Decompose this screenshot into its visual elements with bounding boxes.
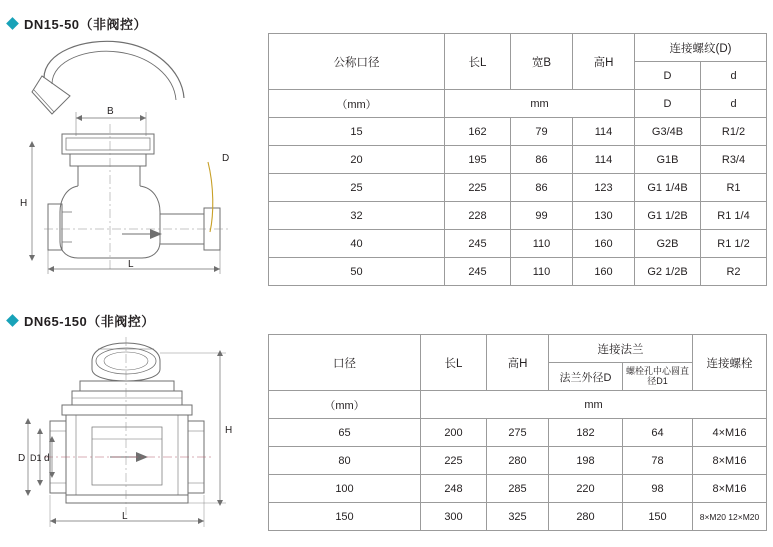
cell-width: 79 [511,118,573,146]
cell-length: 162 [445,118,511,146]
cell-nominal: 15 [269,118,445,146]
figure2-dim-D: D [18,453,26,464]
cell-height: 325 [487,503,549,531]
cell-nominal: 32 [269,202,445,230]
th-height: 高H [573,34,635,90]
td-unit-thread-d: d [701,90,767,118]
cell-length: 248 [421,475,487,503]
cell-height: 160 [573,230,635,258]
section-title-label: DN65-150（非阀控） [24,314,155,329]
cell-height: 123 [573,174,635,202]
table-row [269,419,767,447]
section-title-dn15-50 [8,14,147,33]
cell-bolt-circle: 98 [623,475,693,503]
cell-thread-D: G1B [635,146,701,174]
table-header-row [269,335,767,363]
table-unit-row [269,391,767,419]
cell-bolts: 8×M16 [693,447,767,475]
figure2-dim-D1: D1 [30,453,42,463]
diamond-bullet-icon [6,314,19,327]
table-row [269,475,767,503]
cell-flange-od: 182 [549,419,623,447]
cell-bolts: 8×M20 12×M20 [693,503,767,531]
cell-thread-d: R1/2 [701,118,767,146]
cell-thread-D: G2B [635,230,701,258]
cell-thread-d: R1 1/2 [701,230,767,258]
th-width: 宽B [511,34,573,90]
cell-bolt-circle: 150 [623,503,693,531]
th-bolts: 连接螺栓 [693,335,767,391]
table-row [269,146,767,174]
cell-bore: 150 [269,503,421,531]
cell-height: 114 [573,118,635,146]
td-unit-mm: mm [421,391,767,419]
cell-height: 114 [573,146,635,174]
th-bolt-circle: 螺栓孔中心圆直径D1 [623,363,693,391]
th-length: 长L [445,34,511,90]
th-bore: 口径 [269,335,421,391]
table-row [269,118,767,146]
cell-height: 275 [487,419,549,447]
cell-width: 86 [511,174,573,202]
th-thread-D: D [635,62,701,90]
th-nominal-bore: 公称口径 [269,34,445,90]
cell-thread-D: G3/4B [635,118,701,146]
cell-thread-D: G1 1/2B [635,202,701,230]
cell-width: 86 [511,146,573,174]
table-row [269,202,767,230]
th-thread-d: d [701,62,767,90]
cell-thread-D: G2 1/2B [635,258,701,286]
figure2-dim-d: d [44,453,50,464]
cell-thread-d: R2 [701,258,767,286]
th-height: 高H [487,335,549,391]
cell-bore: 65 [269,419,421,447]
figure-dn65-150-drawing [14,335,264,540]
table-header-row [269,34,767,62]
cell-height: 160 [573,258,635,286]
cell-length: 228 [445,202,511,230]
th-connection-flange: 连接法兰 [549,335,693,363]
cell-length: 245 [445,230,511,258]
cell-width: 99 [511,202,573,230]
table-dn15-50 [268,33,767,286]
cell-length: 300 [421,503,487,531]
th-flange-od: 法兰外径D [549,363,623,391]
cell-height: 280 [487,447,549,475]
cell-bore: 80 [269,447,421,475]
cell-length: 225 [421,447,487,475]
table-dn65-150 [268,334,767,531]
figure2-dim-H: H [225,425,233,436]
cell-flange-od: 220 [549,475,623,503]
figure1-dim-D: D [222,153,230,164]
table-row [269,230,767,258]
cell-length: 225 [445,174,511,202]
cell-bolts: 8×M16 [693,475,767,503]
figure1-dim-H: H [20,198,28,209]
figure1-dim-B: B [107,106,114,117]
cell-thread-d: R1 [701,174,767,202]
table-row [269,447,767,475]
table-unit-row [269,90,767,118]
table-row [269,503,767,531]
cell-length: 195 [445,146,511,174]
table-row [269,258,767,286]
td-unit-thread-D: D [635,90,701,118]
cell-bolt-circle: 64 [623,419,693,447]
cell-thread-d: R1 1/4 [701,202,767,230]
cell-nominal: 25 [269,174,445,202]
cell-height: 130 [573,202,635,230]
th-connection-thread: 连接螺纹(D) [635,34,767,62]
cell-height: 285 [487,475,549,503]
cell-nominal: 40 [269,230,445,258]
td-unit-label: （mm） [269,391,421,419]
cell-bolt-circle: 78 [623,447,693,475]
figure2-dim-L: L [122,511,128,522]
cell-width: 110 [511,230,573,258]
cell-bolts: 4×M16 [693,419,767,447]
td-unit-mm: mm [445,90,635,118]
table-row [269,174,767,202]
cell-thread-d: R3/4 [701,146,767,174]
th-length: 长L [421,335,487,391]
cell-flange-od: 198 [549,447,623,475]
cell-length: 200 [421,419,487,447]
diamond-bullet-icon [6,17,19,30]
cell-thread-D: G1 1/4B [635,174,701,202]
figure1-dim-L: L [128,259,134,270]
cell-length: 245 [445,258,511,286]
section-title-dn65-150 [8,311,155,330]
cell-width: 110 [511,258,573,286]
cell-bore: 100 [269,475,421,503]
cell-flange-od: 280 [549,503,623,531]
cell-nominal: 50 [269,258,445,286]
cell-nominal: 20 [269,146,445,174]
figure-dn15-50-drawing [14,36,264,276]
section-title-label: DN15-50（非阀控） [24,17,148,32]
td-unit-label: （mm） [269,90,445,118]
